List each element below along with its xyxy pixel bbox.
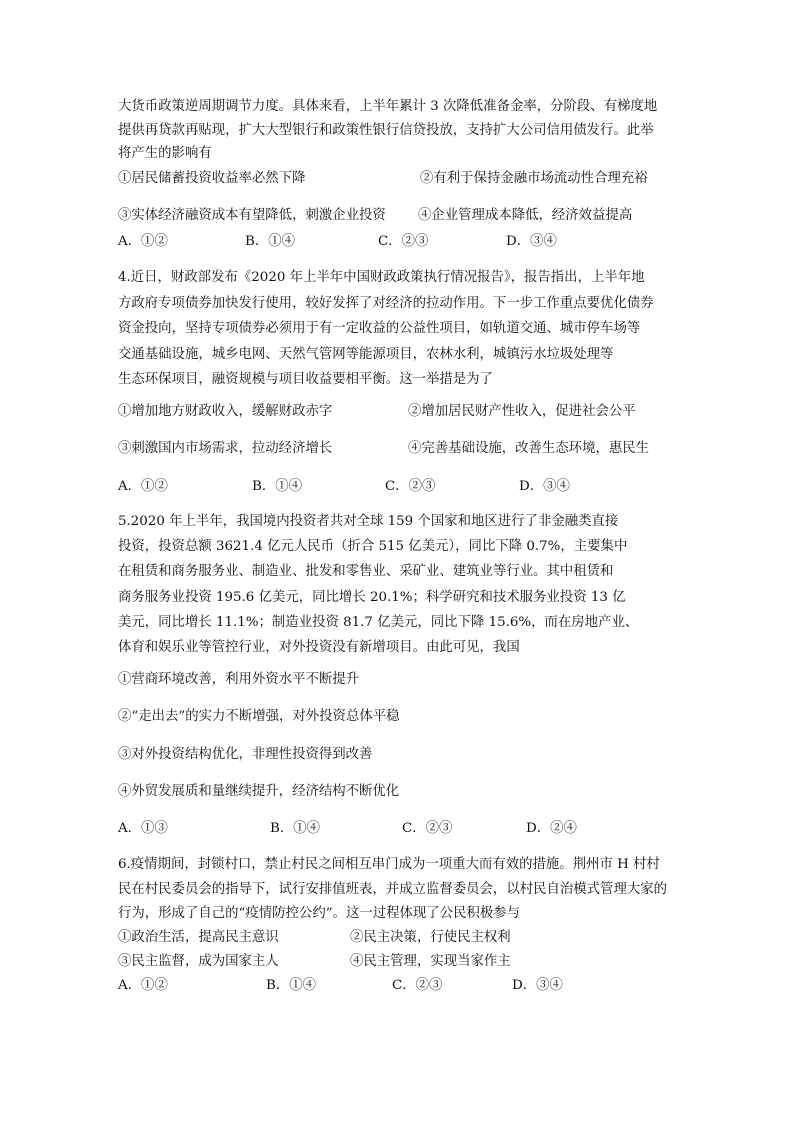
q4-statement-3: ③刺激国内市场需求，拉动经济增长 (118, 441, 333, 456)
q3-statement-2: ②有利于保持金融市场流动性合理充裕 (420, 171, 648, 186)
q6-statement-3: ③民主监督，成为国家主人 (118, 954, 279, 969)
q4-statement-1: ①增加地方财政收入，缓解财政赤字 (118, 404, 333, 419)
q5-statement-2: ②“走出去”的实力不断增强，对外投资总体平稳 (118, 709, 400, 724)
q4-stem-line: 资金投向，坚持专项债券必须用于有一定收益的公益性项目，如轨道交通、城市停车场等 (118, 321, 641, 336)
q3-statement-4: ④企业管理成本降低，经济效益提高 (418, 208, 633, 223)
q3-statement-1: ①居民储蓄投资收益率必然下降 (118, 171, 306, 186)
q4-choice-a: A．①② (118, 479, 168, 494)
q4-statement-2: ②增加居民财产性收入，促进社会公平 (408, 404, 636, 419)
q5-choice-b: B．①④ (270, 821, 321, 836)
q3-stem-line: 将产生的影响有 (118, 146, 212, 161)
q3-stem-line: 提供再贷款再贴现，扩大大型银行和政策性银行信贷投放，支持扩大公司信用债发行。此举 (118, 123, 654, 138)
q3-stem-line: 大货币政策逆周期调节力度。具体来看，上半年累计 3 次降低准备金率，分阶段、有梯度地 (118, 99, 658, 114)
q3-choice-d: D．③④ (506, 234, 557, 249)
q6-statement-1: ①政治生活，提高民主意识 (118, 930, 279, 945)
q5-stem-line: 商务服务业投资 195.6 亿美元，同比增长 20.1%；科学研究和技术服务业投资 13 亿 (118, 590, 626, 605)
q5-stem-line: 美元，同比增长 11.1%；制造业投资 81.7 亿美元，同比下降 15.6%，而在房地产业、 (118, 615, 639, 630)
q3-statement-3: ③实体经济融资成本有望降低，刺激企业投资 (118, 208, 386, 223)
q6-stem-line: 民在村民委员会的指导下，试行安排值班表，并成立监督委员会，以村民自治模式管理大家的 (118, 882, 668, 897)
q4-choice-b: B．①④ (252, 479, 303, 494)
q4-choice-d: D．③④ (519, 479, 570, 494)
q5-stem-line: 在租赁和商务服务业、制造业、批发和零售业、采矿业、建筑业等行业。其中租赁和 (118, 564, 614, 579)
q4-statement-4: ④完善基础设施，改善生态环境，惠民生 (408, 441, 650, 456)
q5-stem-line: 5.2020 年上半年，我国境内投资者共对全球 159 个国家和地区进行了非金融类直接 (118, 514, 619, 529)
q6-statement-2: ②民主决策，行使民主权利 (350, 930, 511, 945)
q4-stem-line: 方政府专项债券加快发行使用，较好发挥了对经济的拉动作用。下一步工作重点要优化债券 (118, 296, 654, 311)
q6-statement-4: ④民主管理，实现当家作主 (350, 954, 511, 969)
q3-choice-a: A．①② (118, 234, 168, 249)
q3-choice-c: C．②③ (378, 234, 429, 249)
q4-stem-line: 生态环保项目，融资规模与项目收益要相平衡。这一举措是为了 (118, 372, 493, 387)
q5-choice-c: C．②③ (402, 821, 453, 836)
q5-stem-line: 体育和娱乐业等管控行业，对外投资没有新增项目。由此可见，我国 (118, 640, 520, 655)
q6-stem-line: 6.疫情期间，封锁村口，禁止村民之间相互串门成为一项重大而有效的措施。荆州市 H 村村 (118, 857, 660, 872)
q6-choice-d: D．③④ (512, 978, 563, 993)
q4-stem-line: 4.近日，财政部发布《2020 年上半年中国财政政策执行情况报告》，报告指出，上半年地 (118, 270, 645, 285)
q5-statement-1: ①营商环境改善，利用外资水平不断提升 (118, 672, 360, 687)
q6-stem-line: 行为，形成了自己的“疫情防控公约”。这一过程体现了公民积极参与 (118, 906, 521, 921)
q3-choice-b: B．①④ (245, 234, 296, 249)
q5-choice-d: D．②④ (526, 821, 577, 836)
q4-stem-line: 交通基础设施，城乡电网、天然气管网等能源项目，农林水利，城镇污水垃圾处理等 (118, 347, 614, 362)
q5-statement-4: ④外贸发展质和量继续提升，经济结构不断优化 (118, 784, 400, 799)
q5-choice-a: A．①③ (118, 821, 168, 836)
q6-choice-b: B．①④ (266, 978, 317, 993)
q6-choice-a: A．①② (118, 978, 168, 993)
q4-choice-c: C．②③ (385, 479, 436, 494)
q6-choice-c: C．②③ (392, 978, 443, 993)
q5-statement-3: ③对外投资结构优化，非理性投资得到改善 (118, 747, 373, 762)
q5-stem-line: 投资，投资总额 3621.4 亿元人民币（折合 515 亿美元），同比下降 0.7%，主要集中 (118, 539, 628, 554)
